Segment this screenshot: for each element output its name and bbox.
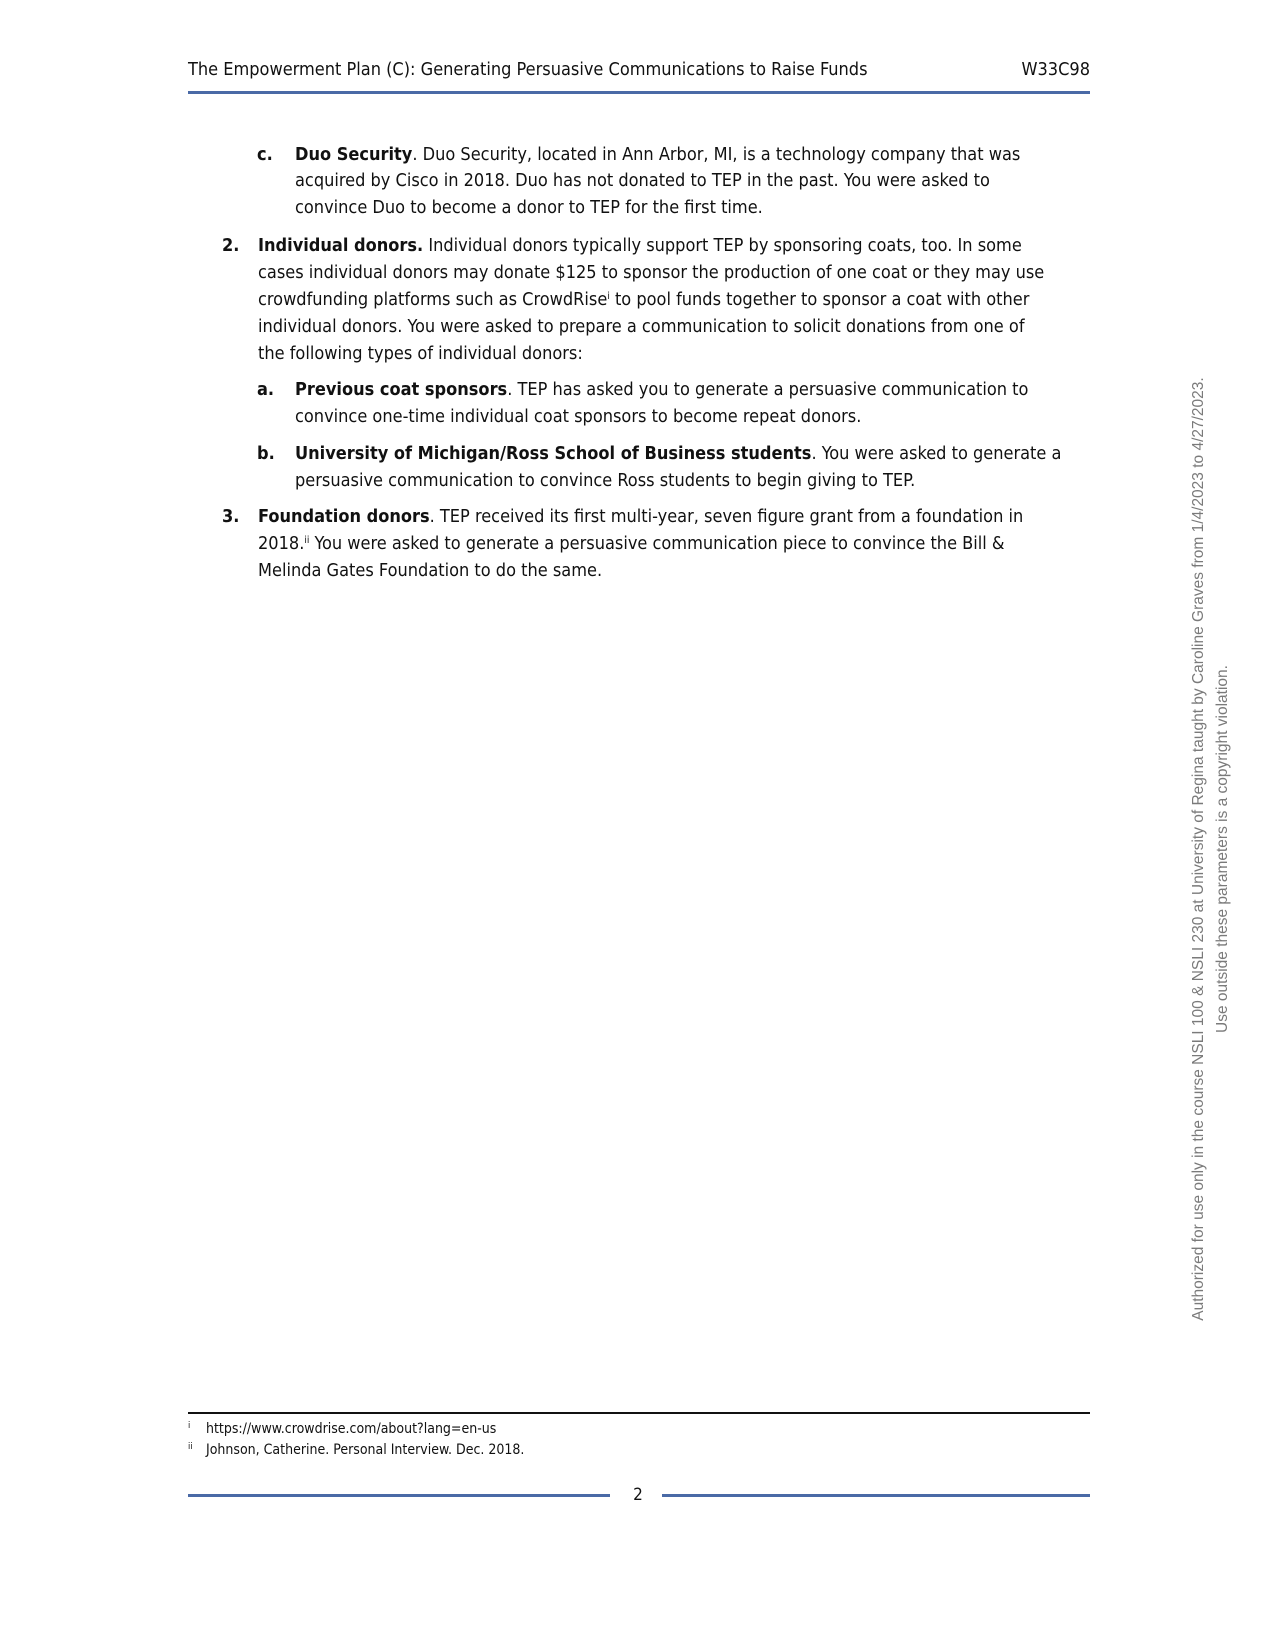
watermark-line: Authorized for use only in the course NSLI 100 & NSLI 230 at University of Regina taught by Caroline Graves from 1/4/2023 to 4/27/2023. bbox=[1190, 377, 1207, 1321]
case-code: W33C98 bbox=[1021, 59, 1090, 80]
paragraph-line: Previous coat sponsors. TEP has asked you to generate a persuasive communication to bbox=[295, 379, 1029, 400]
paragraph-line: convince Duo to become a donor to TEP for the first time. bbox=[295, 197, 763, 218]
copyright-watermark bbox=[1187, 329, 1235, 1369]
case-title: The Empowerment Plan (C): Generating Persuasive Communications to Raise Funds bbox=[188, 59, 868, 80]
paragraph-line: persuasive communication to convince Ross students to begin giving to TEP. bbox=[295, 470, 916, 491]
item-heading: Previous coat sponsors bbox=[295, 379, 508, 400]
paragraph-line: acquired by Cisco in 2018. Duo has not donated to TEP in the past. You were asked to bbox=[295, 170, 990, 191]
page-number: 2 bbox=[633, 1485, 643, 1505]
footer-rule-right bbox=[662, 1494, 1090, 1497]
footnote-mark: ii bbox=[188, 1442, 193, 1452]
paragraph-line: convince one-time individual coat sponsors to become repeat donors. bbox=[295, 406, 862, 427]
footer-rule-left bbox=[188, 1494, 610, 1497]
paragraph-line: individual donors. You were asked to prepare a communication to solicit donations from one of bbox=[258, 316, 1025, 337]
item-heading: Foundation donors bbox=[258, 506, 430, 527]
list-marker: c. bbox=[257, 144, 273, 165]
footnote-mark: i bbox=[188, 1421, 191, 1431]
footnote-reference[interactable]: ii bbox=[304, 535, 310, 546]
paragraph-line: Individual donors. Individual donors typically support TEP by sponsoring coats, too. In some bbox=[258, 235, 1022, 256]
watermark-line: Use outside these parameters is a copyright violation. bbox=[1214, 665, 1231, 1033]
paragraph-line: 2018.$^{ii}$ You were asked to generate a persuasive communication piece to convince the Bill & bbox=[258, 533, 1005, 554]
paragraph-line: Melinda Gates Foundation to do the same. bbox=[258, 560, 603, 581]
paragraph-line: the following types of individual donors: bbox=[258, 343, 583, 364]
item-heading: Duo Security bbox=[295, 144, 413, 165]
list-marker: 3. bbox=[222, 506, 240, 527]
item-heading: Individual donors. bbox=[258, 235, 424, 256]
footnote-rule bbox=[188, 1412, 1090, 1414]
footnote-link[interactable]: https://www.crowdrise.com/about?lang=en-us bbox=[206, 1421, 497, 1437]
list-marker: b. bbox=[257, 443, 275, 464]
paragraph-line: Foundation donors. TEP received its first multi-year, seven figure grant from a foundation in bbox=[258, 506, 1024, 527]
footnote-reference[interactable]: i bbox=[607, 291, 610, 302]
list-marker: 2. bbox=[222, 235, 240, 256]
list-marker: a. bbox=[257, 379, 275, 400]
paragraph-line: University of Michigan/Ross School of Business students. You were asked to generate a bbox=[295, 443, 1062, 464]
paragraph-line: Duo Security. Duo Security, located in Ann Arbor, MI, is a technology company that was bbox=[295, 144, 1021, 165]
paragraph-line: crowdfunding platforms such as CrowdRise$^i$ to pool funds together to sponsor a coat with other bbox=[258, 289, 1030, 310]
header-rule bbox=[188, 91, 1090, 94]
footnote-text: Johnson, Catherine. Personal Interview. Dec. 2018. bbox=[206, 1442, 525, 1458]
paragraph-line: cases individual donors may donate $125 to sponsor the production of one coat or they may use bbox=[258, 262, 1045, 283]
item-heading: University of Michigan/Ross School of Business students bbox=[295, 443, 812, 464]
